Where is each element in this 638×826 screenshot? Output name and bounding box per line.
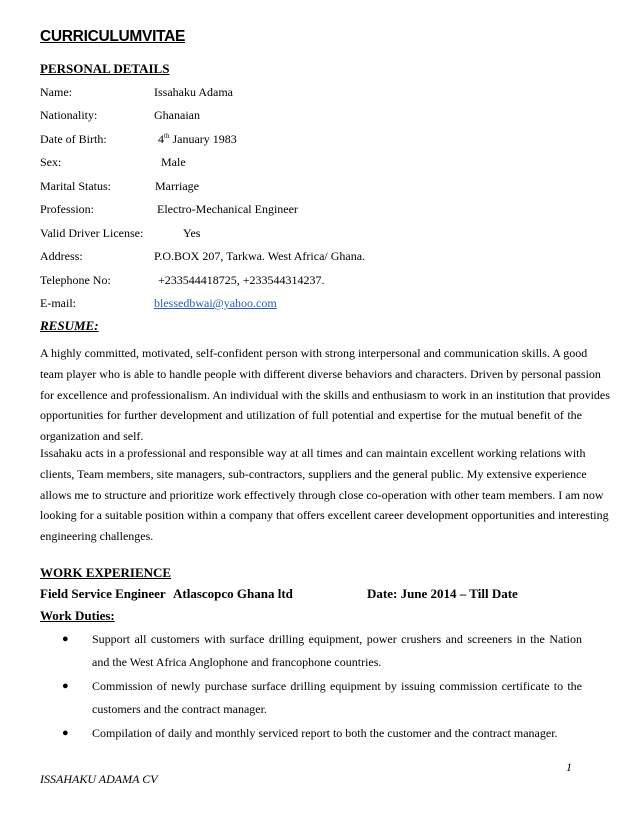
detail-row-nationality xyxy=(40,108,200,123)
detail-row-dob xyxy=(40,132,237,147)
detail-label: Nationality: xyxy=(40,108,98,122)
document-title: CURRICULUMVITAE xyxy=(40,28,186,45)
resume-paragraph-2 xyxy=(40,443,609,547)
paragraph-line: clients, Team members, site managers, sub-contractors, suppliers and the general public. My extensive experience xyxy=(40,466,587,481)
detail-row-address xyxy=(40,249,366,264)
dob-ordinal: th xyxy=(164,132,170,140)
detail-value: Electro-Mechanical Engineer xyxy=(157,202,298,216)
paragraph-line: Issahaku acts in a professional and responsible way at all times and can maintain excellent working relations with xyxy=(40,446,586,460)
list-item xyxy=(40,628,582,673)
page-number: 1 xyxy=(566,760,572,774)
footer-text: ISSAHAKU ADAMA CV xyxy=(40,772,158,786)
duty-line: Commission of newly purchase surface drilling equipment by issuing commission certificate to the xyxy=(92,679,582,693)
detail-value: Issahaku Adama xyxy=(154,85,233,99)
detail-label: E-mail: xyxy=(40,296,76,310)
detail-row-sex xyxy=(40,155,186,170)
detail-value: P.O.BOX 207, Tarkwa. West Africa/ Ghana. xyxy=(154,249,366,263)
job-title: Field Service Engineer xyxy=(40,586,166,601)
detail-label: Address: xyxy=(40,249,83,263)
bullet-icon: ● xyxy=(62,727,69,739)
paragraph-line: team player who is able to handle people with different diverse behaviors and characters. Driven by personal passion xyxy=(40,366,601,381)
detail-value xyxy=(158,132,237,147)
paragraph-line: allows me to structure and prioritize work effectively through close co-operation with other team members. I am now xyxy=(40,487,604,502)
detail-value: +233544418725, +233544314237. xyxy=(158,273,325,287)
bullet-icon: ● xyxy=(62,680,69,692)
detail-row-name xyxy=(40,85,233,100)
company-name: Atlascopco Ghana ltd xyxy=(173,586,293,601)
detail-value: Marriage xyxy=(155,179,199,193)
duty-line: Compilation of daily and monthly serviced report to both the customer and the contract manager. xyxy=(92,726,558,740)
detail-label: Name: xyxy=(40,85,72,99)
detail-row-email xyxy=(40,296,277,311)
duty-line: customers and the contract manager. xyxy=(92,701,267,716)
dob-rest: January 1983 xyxy=(169,132,237,146)
personal-details-heading: PERSONAL DETAILS xyxy=(40,61,170,76)
job-header xyxy=(40,586,518,602)
resume-paragraph-1 xyxy=(40,343,610,447)
paragraph-line: A highly committed, motivated, self-confident person with strong interpersonal and communication skills. A good xyxy=(40,346,588,360)
duties-list xyxy=(40,628,582,747)
dob-day: 4 xyxy=(158,132,164,146)
resume-heading: RESUME: xyxy=(40,318,99,333)
detail-label: Marital Status: xyxy=(40,179,111,193)
duty-line: and the West Africa Anglophone and francophone countries. xyxy=(92,654,382,669)
detail-label: Valid Driver License: xyxy=(40,226,144,240)
detail-value: Ghanaian xyxy=(154,108,200,122)
paragraph-line: opportunities for further development and utilization of full potential and expertise for the mutual benefit of the xyxy=(40,408,582,423)
paragraph-line: for excellence and professionalism. An individual with the skills and enthusiasm to work in an institution that provides xyxy=(40,387,610,402)
paragraph-line: engineering challenges. xyxy=(40,529,154,544)
email-link[interactable]: blessedbwai@yahoo.com xyxy=(154,296,277,310)
work-duties-heading: Work Duties: xyxy=(40,608,115,623)
detail-label: Profession: xyxy=(40,202,94,216)
list-item xyxy=(40,722,582,745)
list-item xyxy=(40,675,582,720)
detail-row-marital-status xyxy=(40,179,199,194)
detail-value: Yes xyxy=(183,226,201,240)
detail-label: Telephone No: xyxy=(40,273,111,287)
duty-line: Support all customers with surface drilling equipment, power crushers and screeners in the Nation xyxy=(92,632,582,646)
bullet-icon: ● xyxy=(62,633,69,645)
detail-row-telephone xyxy=(40,273,325,288)
detail-label: Date of Birth: xyxy=(40,132,107,146)
paragraph-line: looking for a suitable position within a company that offers excellent career development opportunities and interesting xyxy=(40,508,609,523)
detail-label: Sex: xyxy=(40,155,62,169)
paragraph-line: organization and self. xyxy=(40,429,144,444)
job-date: Date: June 2014 – Till Date xyxy=(367,586,518,601)
work-experience-heading: WORK EXPERIENCE xyxy=(40,565,172,580)
detail-value: Male xyxy=(161,155,186,169)
detail-row-driver-license xyxy=(40,226,201,241)
detail-row-profession xyxy=(40,202,298,217)
